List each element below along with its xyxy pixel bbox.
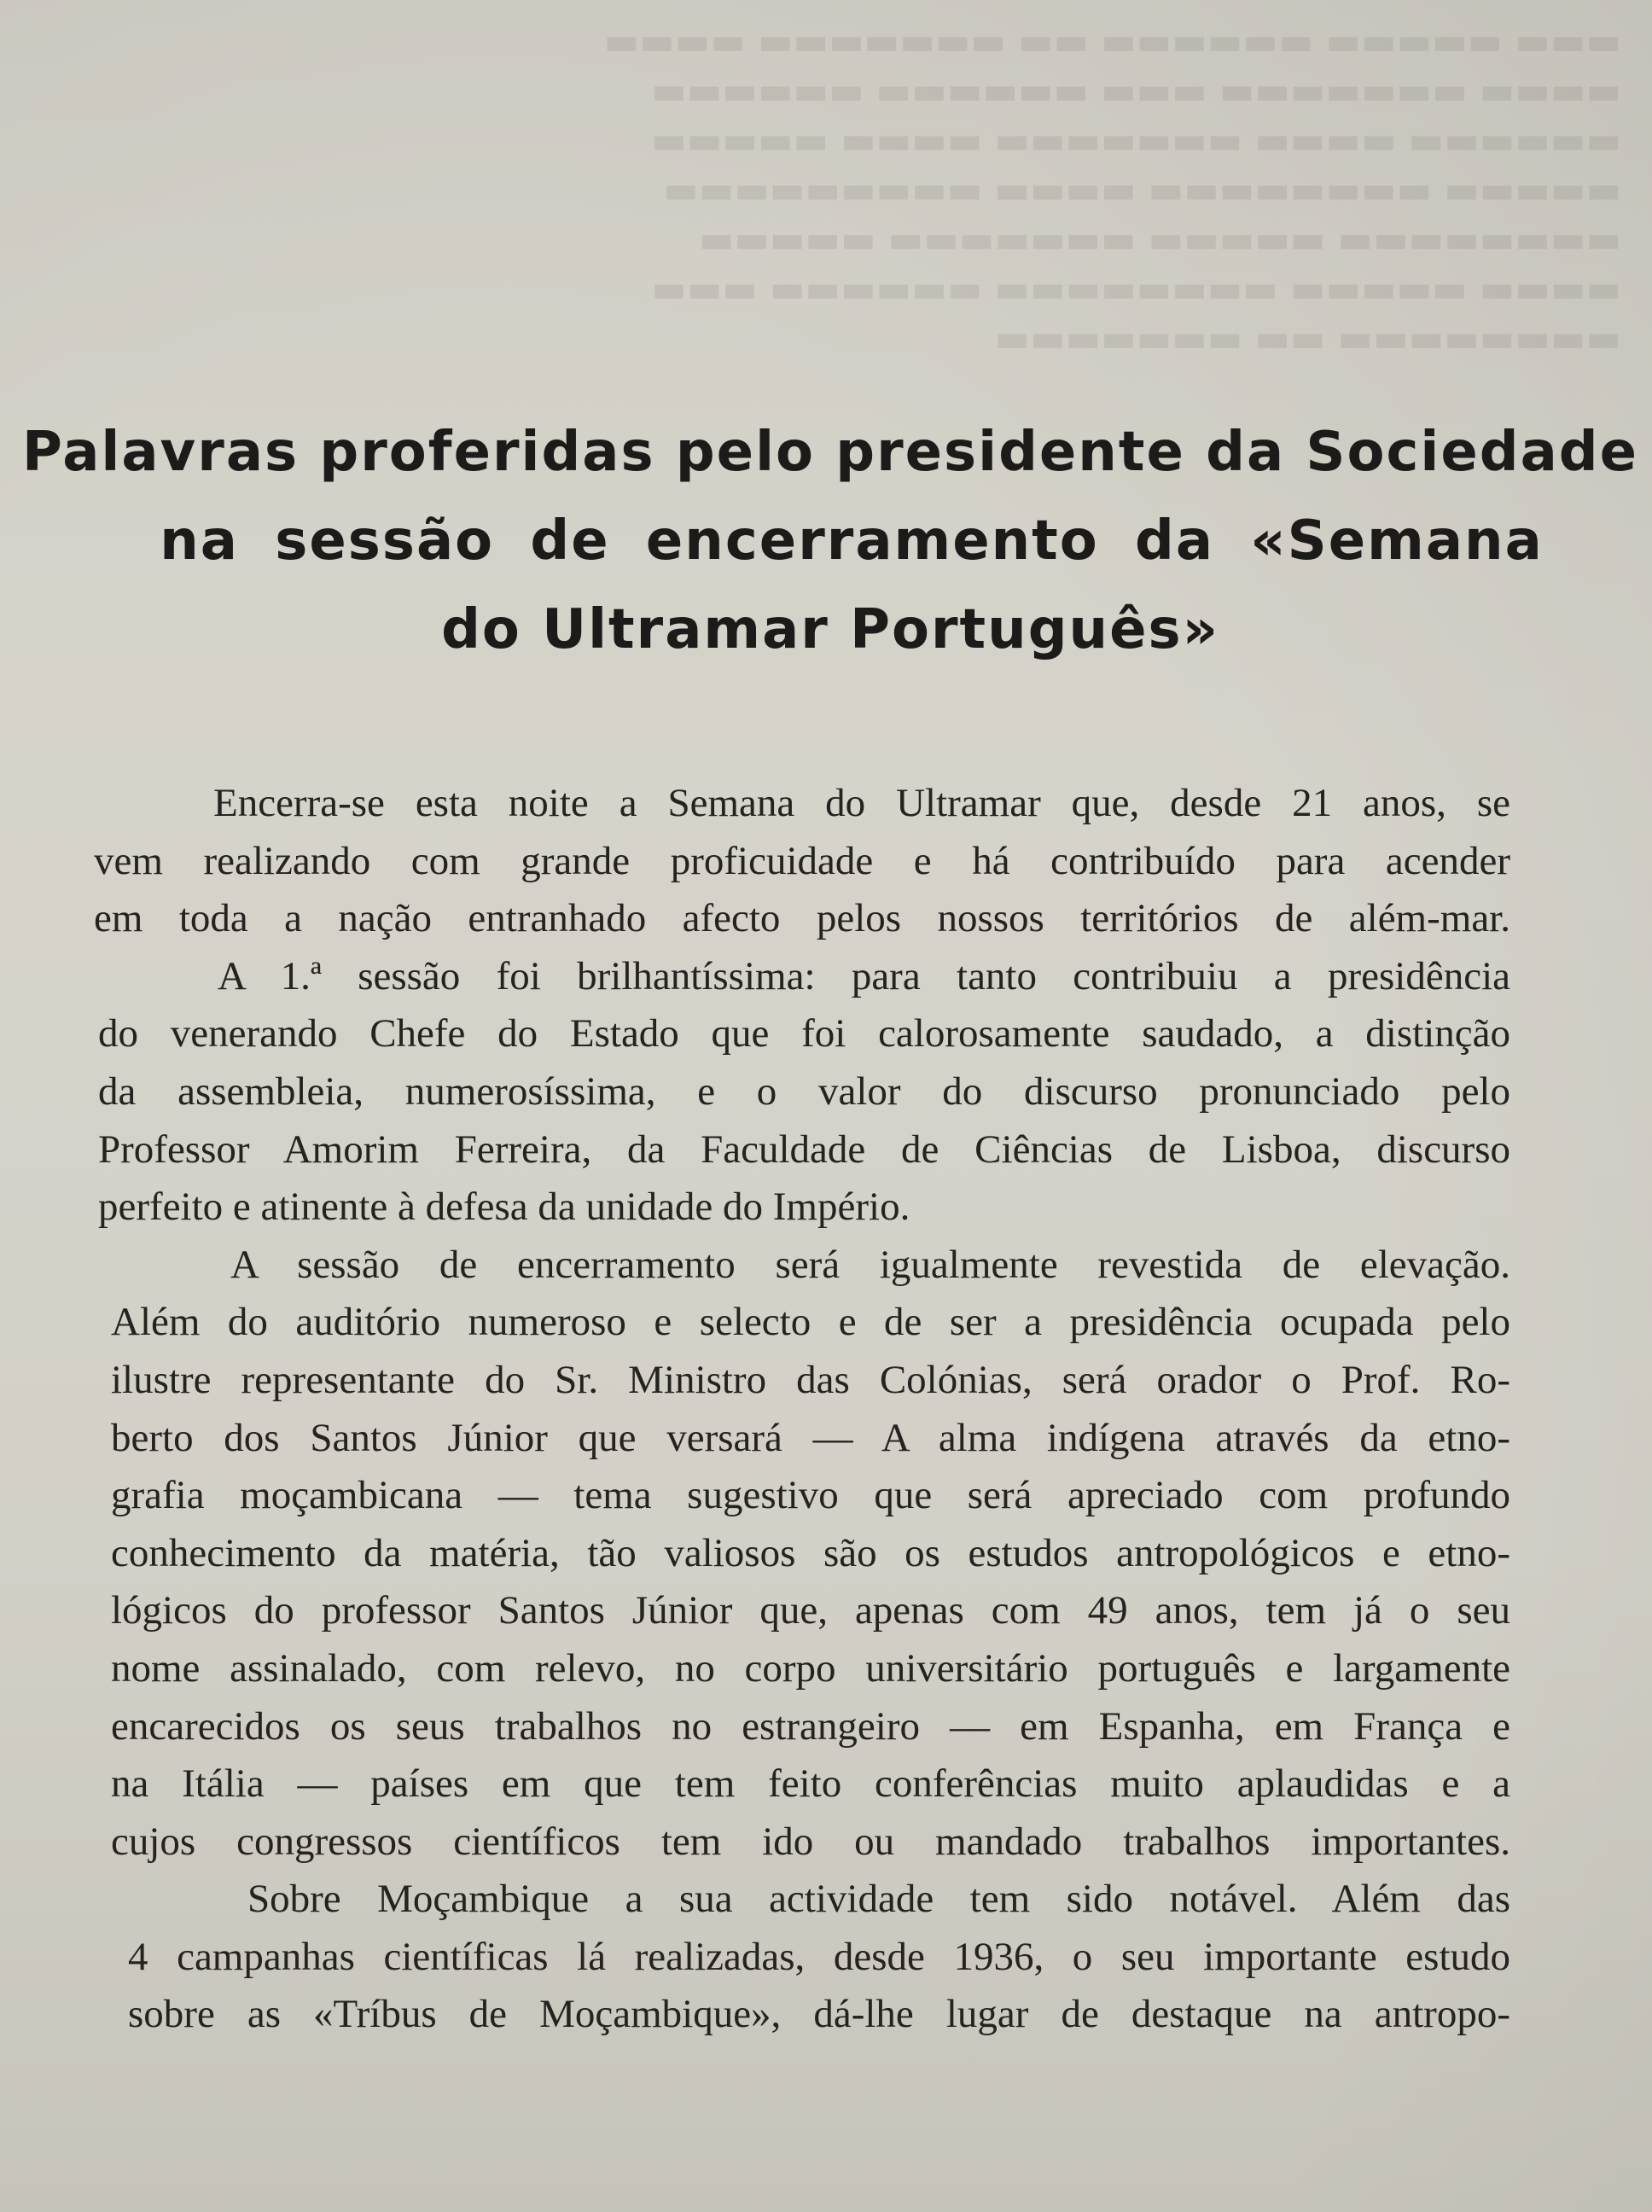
text-line: sobre as «Tríbus de Moçambique», dá-lhe lugar de destaque na antropo- [128,1992,1510,2037]
paragraph-2 [98,948,1510,1237]
text-line: berto dos Santos Júnior que versará — A alma indígena através da etno- [111,1415,1510,1460]
text-line: Além do auditório numeroso e selecto e de ser a presidência ocupada pelo [111,1300,1510,1345]
text-line: 4 campanhas científicas lá realizadas, desde 1936, o seu importante estudo [128,1934,1510,1979]
text-line: Sobre Moçambique a sua actividade tem sido notável. Além das [247,1877,1510,1922]
paragraph-3 [111,1237,1510,1871]
text-line: A sessão de encerramento será igualmente revestida de elevação. [230,1242,1510,1287]
paragraph-1 [94,775,1510,948]
document-body [94,775,1510,2044]
document-title [0,408,1652,674]
text-line: ilustre representante do Sr. Ministro das Colónias, será orador o Prof. Ro- [111,1357,1510,1402]
text-line: A 1.ª sessão foi brilhantíssima: para tanto contribuiu a presidência [218,953,1510,998]
text-line: da assembleia, numerosíssima, e o valor do discurso pronunciado pelo [98,1068,1510,1114]
text-line: do venerando Chefe do Estado que foi calorosamente saudado, a distinção [98,1011,1510,1057]
text-line: na Itália — países em que tem feito conferências muito aplaudidas e a [111,1761,1510,1807]
text-line: cujos congressos científicos tem ido ou mandado trabalhos importantes. [111,1819,1510,1864]
text-line: vem realizando com grande proficuidade e há contribuído para acender [94,838,1510,883]
title-line-3: do Ultramar Português» [441,598,1219,661]
text-line: encarecidos os seus trabalhos no estrangeiro — em Espanha, em França e [111,1703,1510,1749]
paragraph-4 [128,1871,1510,2044]
title-line-1: Palavras proferidas pelo presidente da Sociedade [22,421,1638,484]
text-line: perfeito e atinente à defesa da unidade do Império. [98,1185,910,1230]
text-line: Encerra-se esta noite a Semana do Ultramar que, desde 21 anos, se [213,781,1510,825]
text-line: em toda a nação entranhado afecto pelos nossos territórios de além-mar. [94,896,1510,941]
title-line-2: na sessão de encerramento da «Semana [160,509,1544,573]
text-line: nome assinalado, com relevo, no corpo universitário português e largamente [111,1645,1510,1691]
text-line: Professor Amorim Ferreira, da Faculdade de Ciências de Lisboa, discurso [98,1126,1510,1172]
show-through-reverse-side: ▬▬▬ ▬▬▬▬▬ ▬▬▬▬▬▬ ▬▬ ▬▬▬▬▬▬▬ ▬▬▬▬ ▬▬▬▬ ▬▬▬▬▬▬▬ ▬▬▬ ▬▬▬▬▬▬ ▬▬▬▬▬▬ ▬▬▬▬▬▬ ▬▬▬▬ ▬▬▬▬▬▬▬ ▬▬▬▬ ▬▬▬▬▬ ▬▬▬▬▬ ▬▬▬▬▬▬▬▬ ▬▬▬▬ ▬▬▬▬▬▬▬▬▬ ▬▬▬▬▬▬▬▬ ▬▬▬▬▬ ▬▬▬▬▬▬▬ ▬▬▬▬▬ ▬▬▬▬ ▬▬▬▬▬ ▬▬▬▬▬▬▬▬ ▬▬▬▬▬▬ ▬▬▬ ▬▬▬▬▬▬▬▬ ▬▬ ▬▬▬▬▬▬▬ [603,20,1621,360]
text-line: conhecimento da matéria, tão valiosos são os estudos antropológicos e etno- [111,1530,1510,1575]
text-line: grafia moçambicana — tema sugestivo que será apreciado com profundo [111,1473,1510,1518]
text-line: lógicos do professor Santos Júnior que, apenas com 49 anos, tem já o seu [111,1588,1510,1633]
